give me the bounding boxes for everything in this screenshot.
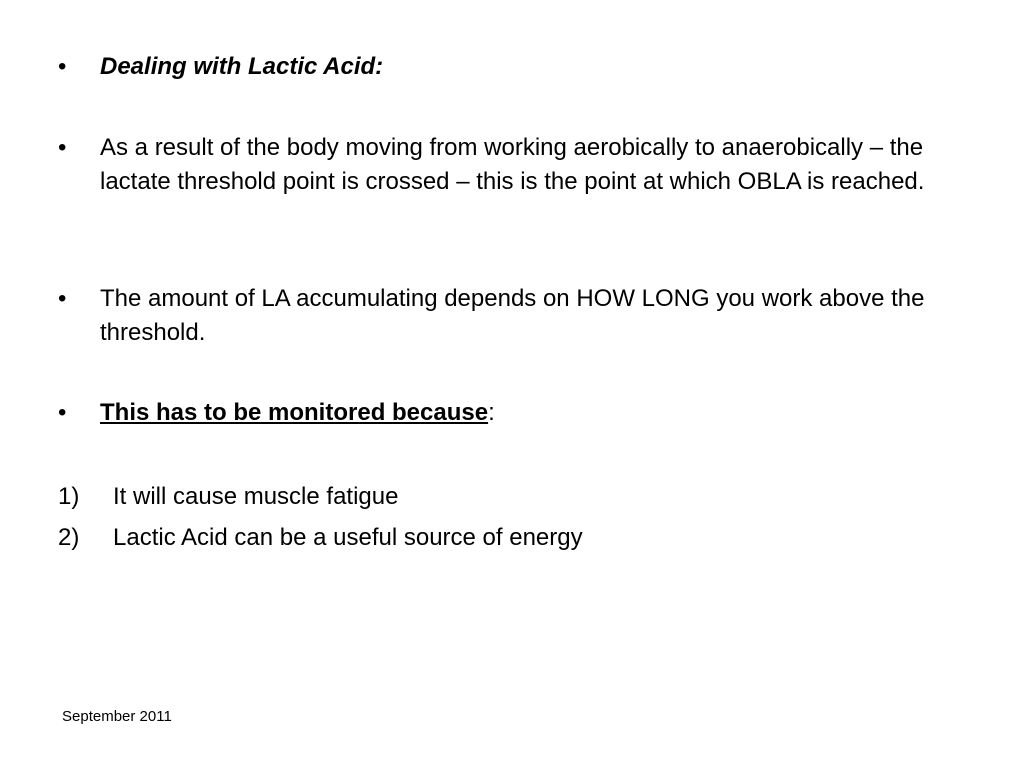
emphasis-text: This has to be monitored because — [100, 399, 489, 426]
bullet-marker: • — [58, 399, 67, 426]
number-label: 1) — [58, 483, 80, 510]
bullet-marker: • — [58, 134, 67, 161]
bullet-text: The amount of LA accumulating depends on HOW LONG you work above the threshold. — [100, 285, 925, 346]
section-heading: Dealing with Lactic Acid: — [100, 53, 384, 80]
bullet-marker: • — [58, 53, 67, 80]
bullet-text — [100, 396, 960, 430]
bullet-text: As a result of the body moving from working aerobically to anaerobically – the lactate threshold point is crossed – this is the point at which OBLA is reached. — [100, 134, 925, 195]
emphasis-suffix: : — [488, 399, 495, 426]
numbered-text: It will cause muscle fatigue — [113, 483, 399, 510]
numbered-text: Lactic Acid can be a useful source of energy — [113, 524, 583, 551]
bullet-marker: • — [58, 285, 67, 312]
footer-date: September 2011 — [62, 708, 172, 725]
number-label: 2) — [58, 524, 80, 551]
